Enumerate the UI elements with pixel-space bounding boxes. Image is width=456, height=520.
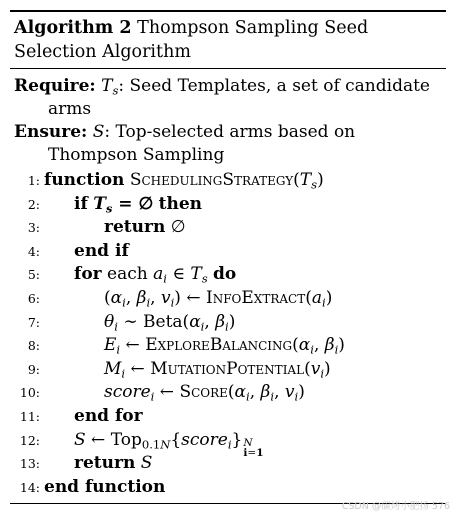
algorithm-line: 10: score$_i$ ← $Score(\alpha_i$, $\beta_i$, $v_i$)	[10, 381, 446, 405]
algorithm-lines	[10, 169, 446, 499]
caption-label: Algorithm 2	[14, 18, 132, 38]
algorithm-caption	[10, 12, 446, 68]
algorithm-line: 14: end function	[10, 476, 446, 500]
caption-title: Thompson Sampling Seed Selection Algorithm	[14, 18, 369, 62]
line-number: 10:	[19, 385, 40, 401]
line-number: 11:	[19, 408, 40, 424]
ensure-clause	[10, 121, 446, 167]
line-number: 2:	[27, 196, 40, 212]
require-var: T	[101, 76, 113, 96]
algorithm-line: 3: return ∅	[10, 216, 446, 240]
algorithm-line: 5: for each $a_i$ ∈ $T_s$ do	[10, 263, 446, 287]
line-number: 9:	[27, 361, 40, 377]
line-number: 14:	[19, 479, 40, 495]
require-clause: Require: $T_s$: Seed Templates, a set of candidate arms	[14, 76, 430, 119]
line-number: 6:	[27, 290, 40, 306]
algorithm-line: 13: return S	[10, 452, 446, 476]
line-number: 3:	[27, 220, 40, 236]
line-number: 4:	[27, 243, 40, 259]
algorithm-line: 12: S ← Top$_{0.1N}${score$_i$} N i=1	[10, 429, 446, 453]
require-keyword: Require:	[14, 76, 96, 96]
algorithm-line: 9: $M_i$ ← $MutationPotential(v_i)$	[10, 358, 446, 382]
algorithm-line: 7: $\theta_i$ ∼ $Beta(\alpha_i$, $\beta_i$)	[10, 311, 446, 335]
line-number: 1:	[27, 173, 40, 188]
algorithm-box	[10, 10, 446, 504]
ensure-text: : Top-selected arms based on Thompson Sampling	[48, 122, 356, 165]
algorithm-line: 2: if $T_s$ = ∅ then	[10, 193, 446, 217]
ensure-keyword: Ensure:	[14, 122, 88, 142]
line-number: 5:	[27, 267, 40, 283]
algorithm-body	[10, 69, 446, 499]
line-number: 13:	[19, 456, 40, 472]
algorithm-line: 11: end for	[10, 405, 446, 429]
watermark: CSDN @碳烤小肥扬 576	[341, 501, 450, 512]
algorithm-line: 8: $E_i$ ← $ExploreBalancing(\alpha_i$, $\beta_i$)	[10, 334, 446, 358]
line-number: 7:	[27, 314, 40, 330]
algorithm-line: 6: ($\alpha_i$, $\beta_i$, $v_i$) ← $InfoExtract(a_i)$	[10, 287, 446, 311]
line-number: 8:	[27, 338, 40, 354]
require-text: : Seed Templates, a set of candidate arms	[48, 76, 430, 119]
algorithm-line: 1: function $SchedulingStrategy(T_s)$	[10, 169, 446, 193]
algorithm-line: 4: end if	[10, 240, 446, 264]
ensure-var: S	[92, 122, 105, 142]
line-number: 12:	[19, 432, 40, 448]
